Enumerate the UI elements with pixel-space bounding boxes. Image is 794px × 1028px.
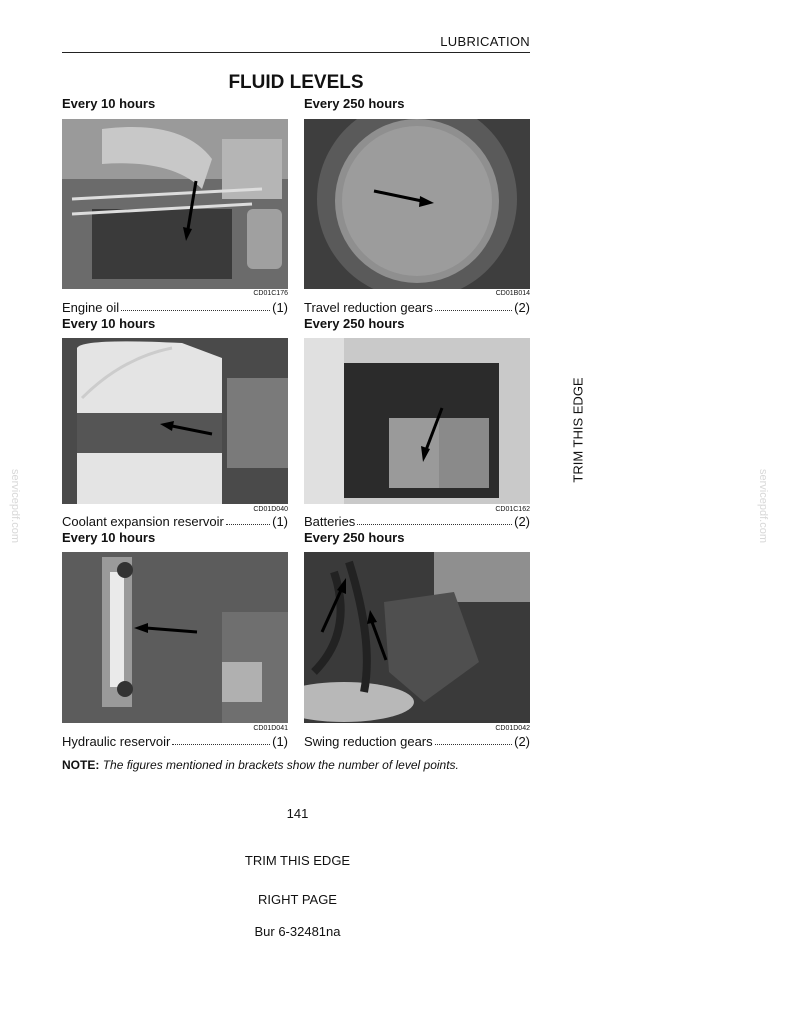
leader-dots [435, 734, 512, 745]
interval-label: Every 250 hours [304, 316, 405, 331]
caption [304, 734, 530, 749]
batteries-photo [304, 338, 530, 504]
caption [62, 300, 288, 315]
figure-code: CD01D041 [253, 725, 288, 732]
watermark-right: servicepdf.com [756, 469, 769, 543]
trim-edge-side-text: TRIM THIS EDGE [570, 377, 586, 483]
section-title: LUBRICATION [440, 34, 530, 49]
figure-code: CD01D040 [253, 506, 288, 513]
interval-label: Every 250 hours [304, 530, 405, 545]
engine-oil-photo [62, 119, 288, 289]
interval-label: Every 10 hours [62, 316, 156, 331]
leader-dots [172, 734, 270, 745]
page-number: 141 [286, 806, 309, 821]
interval-label: Every 10 hours [62, 530, 156, 545]
caption-label: Swing reduction gears [304, 734, 433, 749]
page-title: FLUID LEVELS [228, 72, 364, 93]
level-count: (1) [272, 514, 288, 529]
document-reference: Bur 6-32481na [254, 924, 341, 939]
hydraulic-reservoir-photo [62, 552, 288, 723]
leader-dots [226, 514, 270, 525]
page-header [62, 34, 530, 53]
caption-label: Engine oil [62, 300, 120, 315]
figure-code: CD01D042 [495, 725, 530, 732]
caption [304, 514, 530, 529]
level-count: (2) [514, 300, 530, 315]
level-count: (2) [514, 734, 530, 749]
leader-dots [357, 514, 512, 525]
caption-label: Travel reduction gears [304, 300, 433, 315]
figure-code: CD01C162 [495, 506, 530, 513]
caption [304, 300, 530, 315]
interval-label: Every 10 hours [62, 96, 156, 111]
watermark-left: servicepdf.com [8, 469, 21, 543]
note [62, 758, 459, 772]
travel-gear-photo [304, 119, 530, 289]
level-count: (1) [272, 300, 288, 315]
caption [62, 734, 288, 749]
level-count: (2) [514, 514, 530, 529]
caption [62, 514, 288, 529]
figure-code: CD01B014 [495, 290, 530, 297]
caption-label: Hydraulic reservoir [62, 734, 171, 749]
level-count: (1) [272, 734, 288, 749]
caption-label: Batteries [304, 514, 356, 529]
note-prefix: NOTE: [62, 758, 100, 772]
right-page-label: RIGHT PAGE [258, 892, 337, 907]
leader-dots [121, 300, 270, 311]
trim-edge-side [568, 377, 588, 483]
interval-label: Every 250 hours [304, 96, 405, 111]
note-text: The figures mentioned in brackets show the number of level points. [102, 758, 459, 772]
trim-edge-bottom: TRIM THIS EDGE [244, 853, 351, 868]
figure-code: CD01C176 [253, 290, 288, 297]
leader-dots [435, 300, 512, 311]
swing-gear-photo [304, 552, 530, 723]
caption-label: Coolant expansion reservoir [62, 514, 224, 529]
coolant-reservoir-photo [62, 338, 288, 504]
